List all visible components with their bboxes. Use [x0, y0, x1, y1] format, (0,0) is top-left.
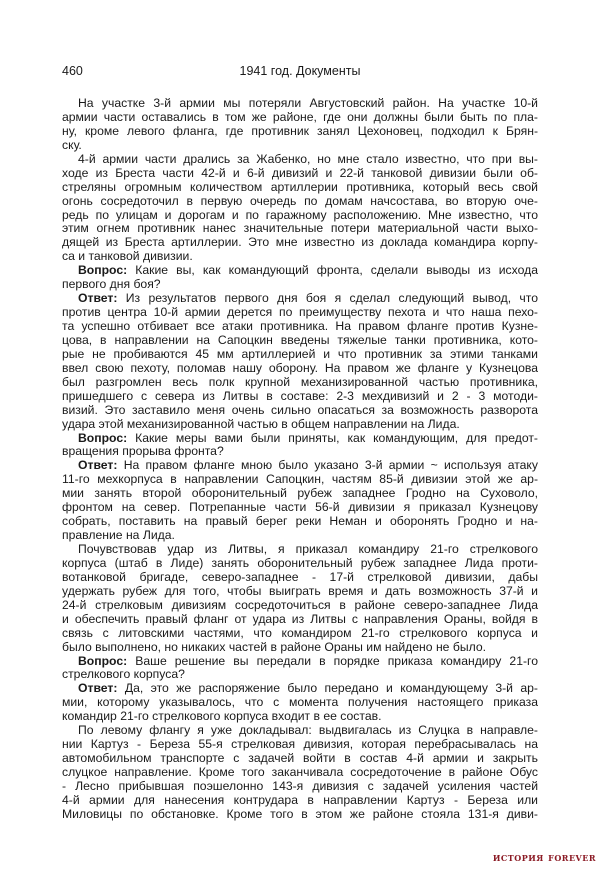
text-line: [62, 250, 538, 264]
text-line: [62, 292, 538, 306]
text-line: [62, 501, 538, 515]
line-text: и обеспечить правый фланг от удара из Литвы с направления Ораны, войдя в: [62, 612, 538, 626]
speaker-label: Ответ:: [78, 682, 118, 696]
line-text: Ваше решение вы передали в порядке приказа командиру 21-го: [127, 654, 538, 668]
line-text: 4-й армии для нанесения контрудара в направлении Картуз - Береза или: [62, 793, 538, 807]
line-text: Какие вы, как командующий фронта, сделали выводы из исхода: [127, 264, 538, 278]
question-paragraph: [62, 432, 538, 460]
line-text: против центра 10-й армии дерется по преимуществу пехота и что наша пехо-: [62, 306, 538, 320]
text-line: [62, 515, 538, 529]
line-text: Почувствовав удар из Литвы, я приказал командиру 21-го стрелкового: [78, 543, 538, 556]
text-line: [62, 181, 538, 195]
text-line: [62, 752, 538, 766]
text-line: [62, 97, 538, 111]
line-text: На участке 3-й армии мы потеряли Августовский район. На участке 10-й: [78, 97, 538, 110]
text-line: [62, 236, 538, 250]
text-line: [62, 153, 538, 167]
line-text: стрелкового корпуса?: [62, 668, 185, 682]
line-text: мии, которому указывалось, что с момента получения настоящего приказа: [62, 696, 538, 710]
line-text: пришедшего с севера из Литвы в составе: 2-3 мехдивизий и 2 - 3 мотоди-: [62, 389, 538, 403]
line-text: слуцкое направление. Кроме того заканчивала сосредоточение в районе Обус: [62, 766, 538, 779]
paragraph: [62, 543, 538, 655]
line-text: визий. Это заставило меня очень сильно опасаться за возможность разворота: [62, 403, 538, 417]
line-text: дящей из Бреста артиллерии. Это мне известно из доклада командира корпу-: [62, 236, 538, 250]
question-paragraph: [62, 655, 538, 683]
line-text: На правом фланге мною было указано 3-й армии ~ используя атаку: [117, 459, 538, 473]
text-line: [62, 278, 538, 292]
line-text: этим огнем противник нанес значительные потери материальной части выхо-: [62, 222, 538, 236]
text-line: [62, 738, 538, 752]
text-line: [62, 487, 538, 501]
line-text: армии части оставались в том же районе, где они должны были быть по пла-: [62, 110, 538, 124]
text-line: [62, 724, 538, 738]
text-line: [62, 390, 538, 404]
text-line: [62, 710, 538, 724]
speaker-label: Ответ:: [78, 459, 118, 473]
text-line: [62, 585, 538, 599]
line-text: стреляны огромным количеством артиллерии противника, который весь свой: [62, 180, 538, 194]
paragraph: [62, 97, 538, 153]
line-text: 4-й армии части дрались за Жабенко, но мне стало известно, что при вы-: [78, 152, 538, 166]
text-line: [62, 432, 538, 446]
text-line: [62, 599, 538, 613]
line-text: цова, в направлении на Сапоцкин введены тяжелые танки противника, кото-: [62, 333, 538, 347]
line-text: собрать, поставить на правый берег реки Неман и оборонять Гродно и на-: [62, 515, 538, 529]
text-line: [62, 613, 538, 627]
text-line: [62, 766, 538, 780]
line-text: связь с литовскими частями, что командиром 21-го стрелкового корпуса и: [62, 626, 538, 640]
text-line: [62, 473, 538, 487]
line-text: ну, кроме левого фланга, где противник занял Цехоновец, подходил к Брян-: [62, 124, 538, 138]
text-line: [62, 418, 538, 432]
line-text: правление на Лида.: [62, 529, 175, 543]
text-line: [62, 334, 538, 348]
line-text: редь по улицам и дорогам и по гаражному расположению. Мне известно, что: [62, 208, 538, 222]
text-line: [62, 167, 538, 181]
text-line: [62, 696, 538, 710]
text-line: [62, 641, 538, 655]
speaker-label: Вопрос:: [78, 264, 128, 278]
line-text: 24-й стрелковым дивизиям сосредоточиться в районе северо-западнее Лида: [62, 598, 538, 612]
text-line: [62, 655, 538, 669]
text-line: [62, 404, 538, 418]
line-text: - Лесно прибывшая поэшелонно 143-я дивизия с задачей усиления частей: [62, 779, 538, 793]
line-text: Миловицы по обстановке. Кроме того в этом же районе стояла 131-я диви-: [62, 807, 538, 821]
text-line: [62, 668, 538, 682]
text-line: [62, 195, 538, 209]
speaker-label: Ответ:: [78, 292, 118, 306]
text-line: [62, 111, 538, 125]
answer-paragraph: [62, 292, 538, 431]
document-body: [62, 97, 538, 822]
answer-paragraph: [62, 459, 538, 543]
text-line: [62, 362, 538, 376]
text-line: [62, 808, 538, 822]
line-text: корпуса (штаб в Лиде) занять оборонительный рубеж западнее Лида проти-: [62, 556, 538, 570]
line-text: командир 21-го стрелкового корпуса входит в ее состав.: [62, 710, 382, 724]
line-text: первого дня боя?: [62, 278, 161, 292]
line-text: ходе из Бреста части 42-й и 6-й дивизий и 22-й танковой дивизии были об-: [62, 166, 538, 180]
line-text: са и танковой дивизии.: [62, 250, 193, 264]
text-line: [62, 222, 538, 236]
line-text: Да, это же распоряжение было передано и командующему 3-й ар-: [117, 682, 538, 696]
line-text: был разгромлен весь полк крупной механизированной частью противника,: [62, 375, 538, 389]
line-text: рые не пробиваются 45 мм артиллерией и что противник за этими танками: [62, 347, 538, 361]
page-number: 460: [62, 64, 83, 78]
line-text: Из результатов первого дня боя я сделал следующий вывод, что: [117, 292, 538, 306]
line-text: удара этой механизированной частью в общем направлении на Лида.: [62, 417, 460, 431]
paragraph: [62, 724, 538, 822]
text-line: [62, 529, 538, 543]
text-line: [62, 320, 538, 334]
text-line: [62, 459, 538, 473]
running-title: 1941 год. Документы: [239, 64, 361, 78]
text-line: [62, 306, 538, 320]
text-line: [62, 264, 538, 278]
text-line: [62, 780, 538, 794]
line-text: удержать рубеж для того, чтобы выиграть время и дать возможность 37-й и: [62, 584, 538, 598]
text-line: [62, 125, 538, 139]
text-line: [62, 348, 538, 362]
line-text: та успешно отбивает все атаки противника. На правом фланге против Кузне-: [62, 320, 538, 333]
line-text: вотанковой бригаде, северо-западнее - 17-й стрелковой дивизии, дабы: [62, 570, 538, 584]
line-text: вращения прорыва фронта?: [62, 445, 224, 459]
text-line: [62, 139, 538, 153]
line-text: нии Картуз - Береза 55-я стрелковая дивизия, которая перебрасывалась на: [62, 738, 538, 752]
line-text: По левому флангу я уже докладывал: выдвигалась из Слуцка в направле-: [78, 724, 538, 738]
text-line: [62, 445, 538, 459]
text-line: [62, 209, 538, 223]
text-line: [62, 376, 538, 390]
text-line: [62, 571, 538, 585]
speaker-label: Вопрос:: [78, 654, 128, 668]
line-text: огонь сосредоточил в первую очередь по домам начсостава, во вторую оче-: [62, 194, 538, 208]
line-text: 11-го мехкорпуса в направлении Сапоцкин, частям 85-й дивизии этой же ар-: [62, 473, 538, 487]
question-paragraph: [62, 264, 538, 292]
text-line: [62, 794, 538, 808]
answer-paragraph: [62, 682, 538, 724]
line-text: Какие меры вами были приняты, как командующим, для предот-: [127, 431, 538, 445]
line-text: автомобильном транспорте с задачей войти в состав 4-й армии и закрыть: [62, 752, 538, 766]
line-text: мии занять второй оборонительный рубеж западнее Гродно на Суховоло,: [62, 487, 538, 501]
text-line: [62, 627, 538, 641]
line-text: ску.: [62, 138, 82, 152]
paragraph: [62, 153, 538, 265]
text-line: [62, 543, 538, 557]
text-line: [62, 682, 538, 696]
speaker-label: Вопрос:: [78, 431, 128, 445]
line-text: фронтом на север. Потрепанные части 56-й дивизии я приказал Кузнецову: [62, 501, 538, 515]
line-text: ввел свою пехоту, поломав нашу оборону. На правом же фланге у Кузнецова: [62, 361, 538, 375]
text-line: [62, 557, 538, 571]
line-text: было выполнено, но никаких частей в районе Ораны им найдено не было.: [62, 640, 486, 654]
watermark-logo: история forever: [492, 851, 596, 864]
